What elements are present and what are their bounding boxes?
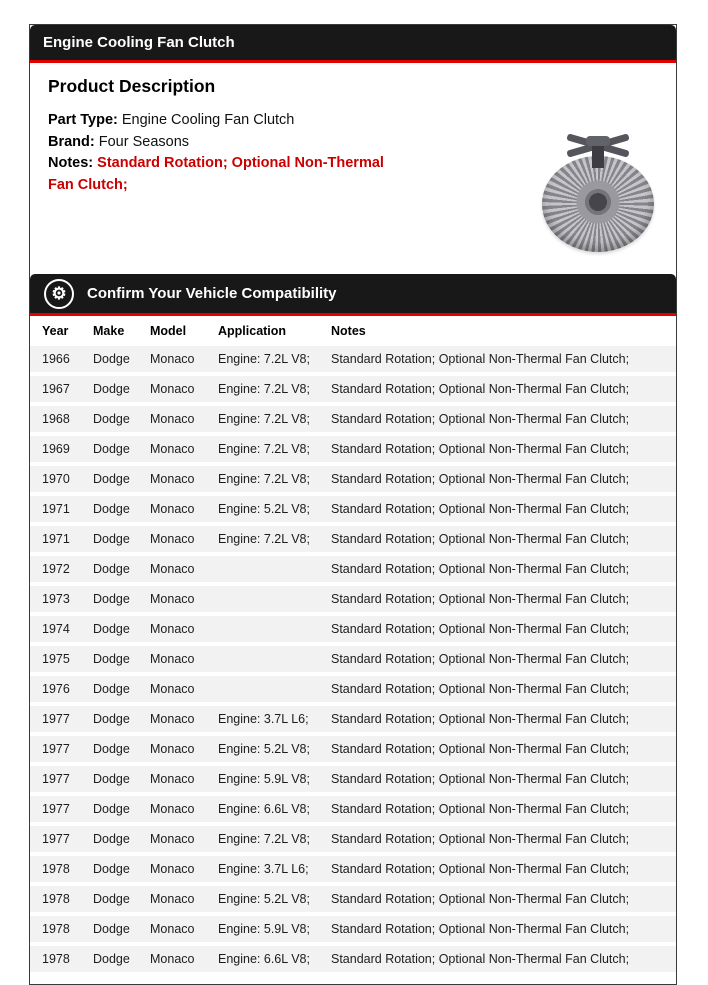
fitment-table xyxy=(30,316,676,976)
part-type-line xyxy=(48,110,400,132)
table-row: 1977 Dodge Monaco Engine: 3.7L L6; Standard Rotation; Optional Non-Thermal Fan Clutch; xyxy=(30,704,676,734)
brand-line xyxy=(48,132,400,154)
brand-value: Four Seasons xyxy=(98,133,190,150)
table-row: 1977 Dodge Monaco Engine: 5.9L V8; Standard Rotation; Optional Non-Thermal Fan Clutch; xyxy=(30,764,676,794)
col-notes: Notes xyxy=(331,316,676,346)
table-row: 1978 Dodge Monaco Engine: 6.6L V8; Standard Rotation; Optional Non-Thermal Fan Clutch; xyxy=(30,944,676,974)
notes-value: Standard Rotation; Optional Non-Thermal Fan Clutch; xyxy=(48,155,384,193)
part-type-value: Engine Cooling Fan Clutch xyxy=(121,112,295,128)
fitment-rows xyxy=(30,346,676,974)
table-row: 1970 Dodge Monaco Engine: 7.2L V8; Standard Rotation; Optional Non-Thermal Fan Clutch; xyxy=(30,464,676,494)
table-row: 1971 Dodge Monaco Engine: 7.2L V8; Standard Rotation; Optional Non-Thermal Fan Clutch; xyxy=(30,524,676,554)
product-photo xyxy=(534,134,662,252)
table-row: 1977 Dodge Monaco Engine: 6.6L V8; Standard Rotation; Optional Non-Thermal Fan Clutch; xyxy=(30,794,676,824)
col-application: Application xyxy=(218,316,331,346)
table-header-row xyxy=(30,316,676,346)
page-title: Engine Cooling Fan Clutch xyxy=(43,34,235,51)
table-row: 1976 Dodge Monaco Standard Rotation; Optional Non-Thermal Fan Clutch; xyxy=(30,674,676,704)
col-year: Year xyxy=(30,316,93,346)
table-row: 1968 Dodge Monaco Engine: 7.2L V8; Standard Rotation; Optional Non-Thermal Fan Clutch; xyxy=(30,404,676,434)
table-row: 1969 Dodge Monaco Engine: 7.2L V8; Standard Rotation; Optional Non-Thermal Fan Clutch; xyxy=(30,434,676,464)
table-row: 1973 Dodge Monaco Standard Rotation; Optional Non-Thermal Fan Clutch; xyxy=(30,584,676,614)
table-row: 1977 Dodge Monaco Engine: 5.2L V8; Standard Rotation; Optional Non-Thermal Fan Clutch; xyxy=(30,734,676,764)
table-row: 1974 Dodge Monaco Standard Rotation; Optional Non-Thermal Fan Clutch; xyxy=(30,614,676,644)
table-row: 1966 Dodge Monaco Engine: 7.2L V8; Standard Rotation; Optional Non-Thermal Fan Clutch; xyxy=(30,346,676,374)
table-row: 1978 Dodge Monaco Engine: 5.2L V8; Standard Rotation; Optional Non-Thermal Fan Clutch; xyxy=(30,884,676,914)
col-model: Model xyxy=(150,316,218,346)
title-bar xyxy=(30,25,676,63)
listing-container xyxy=(29,24,677,985)
section-title: Product Description xyxy=(48,76,216,96)
table-row: 1977 Dodge Monaco Engine: 7.2L V8; Standard Rotation; Optional Non-Thermal Fan Clutch; xyxy=(30,824,676,854)
table-row: 1978 Dodge Monaco Engine: 3.7L L6; Standard Rotation; Optional Non-Thermal Fan Clutch; xyxy=(30,854,676,884)
notes-line xyxy=(48,153,400,196)
table-row: 1975 Dodge Monaco Standard Rotation; Optional Non-Thermal Fan Clutch; xyxy=(30,644,676,674)
col-make: Make xyxy=(93,316,150,346)
part-type-label: Part Type: xyxy=(48,112,118,128)
fan-clutch-disc xyxy=(542,156,654,252)
gear-icon: ⚙ xyxy=(44,279,74,309)
table-row: 1978 Dodge Monaco Engine: 5.9L V8; Standard Rotation; Optional Non-Thermal Fan Clutch; xyxy=(30,914,676,944)
fan-clutch-mount xyxy=(558,134,638,168)
product-description-section xyxy=(30,76,676,244)
table-row: 1972 Dodge Monaco Standard Rotation; Optional Non-Thermal Fan Clutch; xyxy=(30,554,676,584)
notes-label: Notes: xyxy=(48,155,94,171)
compatibility-title: Confirm Your Vehicle Compatibility xyxy=(87,285,337,302)
product-details xyxy=(48,110,400,196)
table-row: 1967 Dodge Monaco Engine: 7.2L V8; Standard Rotation; Optional Non-Thermal Fan Clutch; xyxy=(30,374,676,404)
table-row: 1971 Dodge Monaco Engine: 5.2L V8; Standard Rotation; Optional Non-Thermal Fan Clutch; xyxy=(30,494,676,524)
compatibility-bar xyxy=(30,274,676,316)
brand-label: Brand: xyxy=(48,133,95,150)
